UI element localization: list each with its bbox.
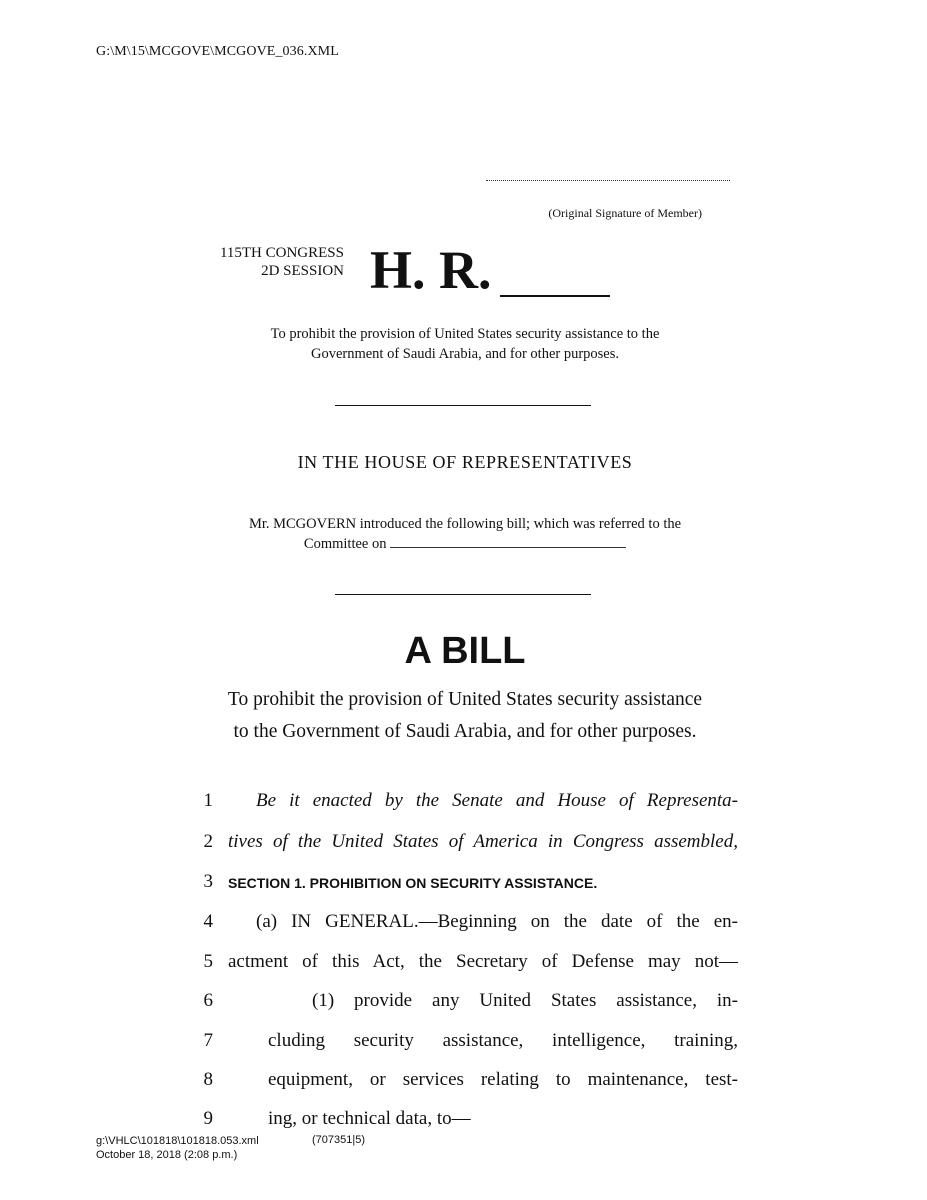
divider <box>335 405 591 406</box>
line-number: 9 <box>203 1108 213 1129</box>
line-number: 1 <box>203 790 213 811</box>
bill-heading: A BILL <box>404 630 526 672</box>
short-title-line: Government of Saudi Arabia, and for other purposes. <box>310 346 620 362</box>
line-number: 2 <box>203 831 213 852</box>
bill-text-line: equipment, or services relating to maintenance, test- <box>268 1069 738 1090</box>
long-title-line: to the Government of Saudi Arabia, and for other purposes. <box>233 721 697 742</box>
chamber-heading: IN THE HOUSE OF REPRESENTATIVES <box>297 452 633 472</box>
footer-block <box>96 1134 259 1162</box>
signature-line <box>486 180 730 181</box>
congress-session-block <box>150 244 344 280</box>
introduction-line: Mr. MCGOVERN introduced the following bill; which was referred to the <box>248 516 682 532</box>
long-title-line: To prohibit the provision of United States security assistance <box>227 689 703 710</box>
section-heading: SECTION 1. PROHIBITION ON SECURITY ASSISTANCE. <box>228 875 598 891</box>
bill-number-prefix: H. R. <box>370 240 492 300</box>
long-title <box>180 684 750 748</box>
bill-text-line: (1) provide any United States assistance, in- <box>312 990 738 1011</box>
footer-id: (707351|5) <box>312 1134 366 1146</box>
file-path: G:\M\15\MCGOVE\MCGOVE_036.XML <box>96 44 339 59</box>
line-number: 5 <box>203 951 213 972</box>
footer-timestamp: October 18, 2018 (2:08 p.m.) <box>96 1149 238 1161</box>
bill-text-line: ing, or technical data, to— <box>268 1108 471 1129</box>
bill-text-line: cluding security assistance, intelligence, training, <box>268 1030 738 1051</box>
line-number: 3 <box>203 871 213 892</box>
committee-blank <box>390 535 626 548</box>
line-number: 7 <box>203 1030 213 1051</box>
divider <box>335 594 591 595</box>
signature-label: (Original Signature of Member) <box>548 206 702 220</box>
committee-label: Committee on <box>303 536 387 552</box>
bill-text-line: Be it enacted by the Senate and House of Representa- <box>256 790 738 811</box>
bill-number-blank <box>500 295 610 297</box>
footer-file: g:\VHLC\101818\101818.053.xml <box>96 1135 259 1147</box>
line-number: 4 <box>203 911 213 932</box>
line-number: 6 <box>203 990 213 1011</box>
bill-text-line: (a) IN GENERAL.—Beginning on the date of the en- <box>256 911 738 932</box>
short-title-line: To prohibit the provision of United States security assistance to the <box>270 326 660 342</box>
bill-text-line: actment of this Act, the Secretary of Defense may not— <box>228 951 738 972</box>
introduction-line-committee <box>190 534 740 554</box>
session-number: 2D SESSION <box>261 263 344 279</box>
line-number: 8 <box>203 1069 213 1090</box>
bill-text-line: tives of the United States of America in Congress assembled, <box>228 831 738 852</box>
introduction <box>190 514 740 554</box>
congress-number: 115TH CONGRESS <box>219 245 344 261</box>
short-title <box>180 324 750 364</box>
